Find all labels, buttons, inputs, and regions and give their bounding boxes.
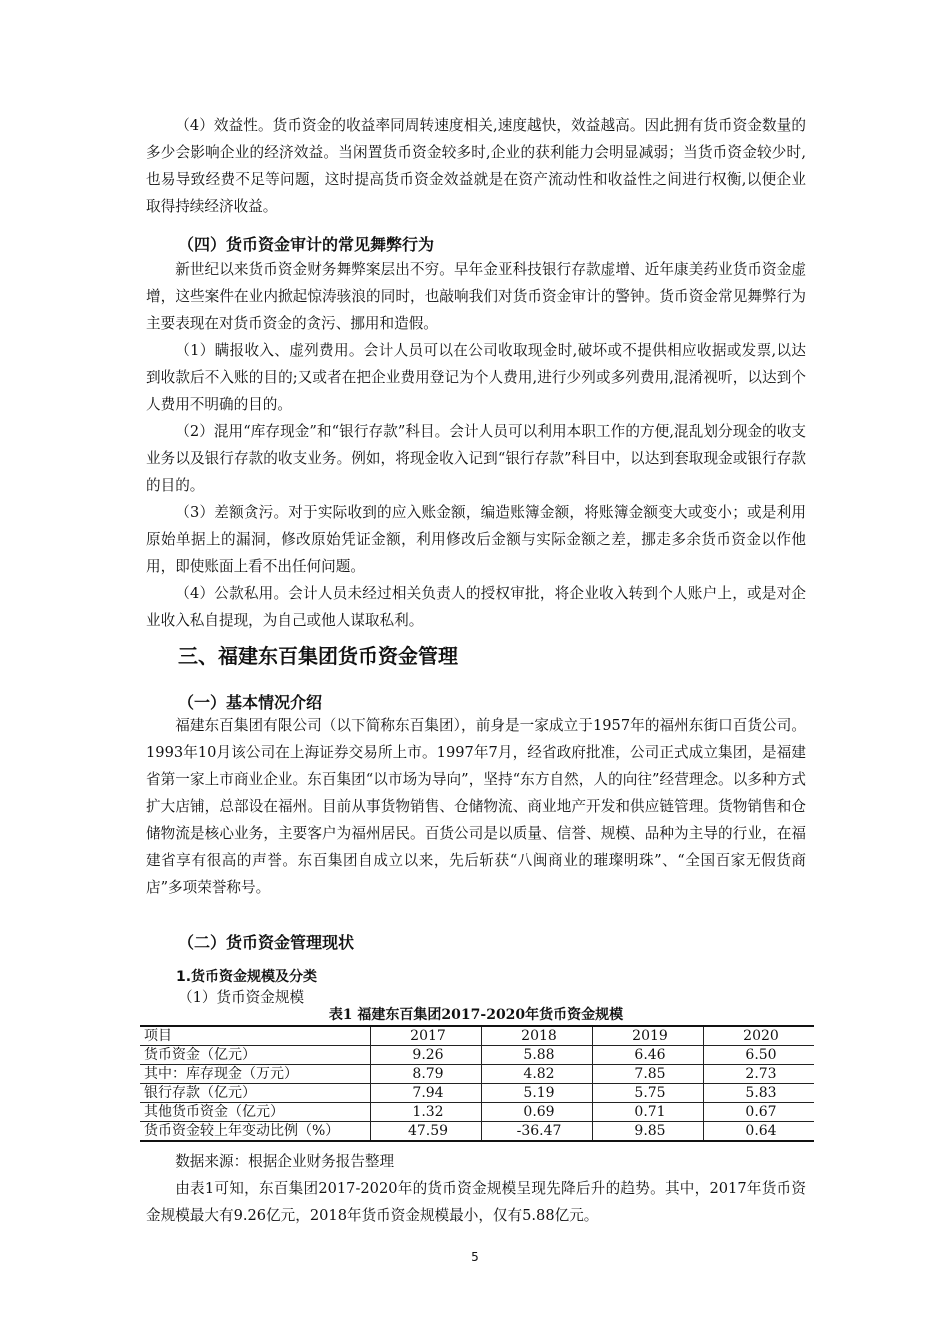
- table-cell: 5.88: [482, 1046, 593, 1065]
- section-fraud: [146, 256, 806, 634]
- table-cell: 1.32: [371, 1103, 482, 1122]
- table-cell: 47.59: [371, 1122, 482, 1142]
- table-cell: 0.67: [704, 1103, 815, 1122]
- table-cell: 9.85: [593, 1122, 704, 1142]
- table-row: [140, 1084, 814, 1103]
- table-cell: 6.46: [593, 1046, 704, 1065]
- table-row: [140, 1065, 814, 1084]
- row-label: 货币资金（亿元）: [140, 1046, 371, 1065]
- table-caption: 表1 福建东百集团2017-2020年货币资金规模: [328, 1007, 624, 1023]
- table-cell: 5.83: [704, 1084, 815, 1103]
- table-cell: 6.50: [704, 1046, 815, 1065]
- heading-basic: （一）基本情况介绍: [178, 693, 323, 712]
- heading-status: （二）货币资金管理现状: [178, 933, 355, 952]
- paragraph-analysis: 由表1可知，东百集团2017-2020年的货币资金规模呈现先降后升的趋势。其中，2017年货币资金规模最大有9.26亿元，2018年货币资金规模最小，仅有5.88亿元。: [146, 1180, 806, 1224]
- table-cell: 4.82: [482, 1065, 593, 1084]
- page-number: 5: [471, 1250, 479, 1264]
- row-label: 其他货币资金（亿元）: [140, 1103, 371, 1122]
- table-cell: 9.26: [371, 1046, 482, 1065]
- table-cell: -36.47: [482, 1122, 593, 1142]
- paragraph-fraud-3: （3）差额贪污。对于实际收到的应入账金额，编造账簿金额，将账簿金额变大或变小；或是利用原始单据上的漏洞，修改原始凭证金额，利用修改后金额与实际金额之差，挪走多余货币资金以作他用，即使账面上看不出任何问题。: [146, 504, 806, 575]
- table-cell: 0.64: [704, 1122, 815, 1142]
- table-row: [140, 1122, 814, 1142]
- header-cell: 项目: [140, 1026, 371, 1046]
- section-basic: [146, 712, 806, 901]
- paragraph-basic: 福建东百集团有限公司（以下简称东百集团），前身是一家成立于1957年的福州东街口百货公司。1993年10月该公司在上海证券交易所上市。1997年7月，经省政府批准，公司正式成立集团，是福建省第一家上市商业企业。东百集团“以市场为导向”，坚持“东方自然，人的向往”经营理念。以多种方式扩大店铺，总部设在福州。目前从事货物销售、仓储物流、商业地产开发和供应链管理。货物销售和仓储物流是核心业务，主要客户为福州居民。百货公司是以质量、信誉、规模、品种为主导的行业，在福建省享有很高的声誉。东百集团自成立以来，先后斩获“八闽商业的璀璨明珠”、“全国百家无假货商店”多项荣誉称号。: [146, 717, 806, 896]
- chapter-heading: 三、福建东百集团货币资金管理: [178, 644, 458, 668]
- table-cell: 5.75: [593, 1084, 704, 1103]
- data-source-note: 数据来源：根据企业财务报告整理: [175, 1153, 395, 1170]
- table-cell: 7.94: [371, 1084, 482, 1103]
- section-after-table: [146, 1148, 806, 1229]
- row-label: 其中：库存现金（万元）: [140, 1065, 371, 1084]
- row-label: 货币资金较上年变动比例（%）: [140, 1122, 371, 1142]
- paragraph-fraud-intro: 新世纪以来货币资金财务舞弊案层出不穷。早年金亚科技银行存款虚增、近年康美药业货币资金虚增，这些案件在业内掀起惊涛骇浪的同时，也敲响我们对货币资金审计的警钟。货币资金常见舞弊行为主要表现在对货币资金的贪污、挪用和造假。: [146, 261, 806, 332]
- heading-scale: （1）货币资金规模: [178, 989, 305, 1006]
- header-cell: 2019: [593, 1026, 704, 1046]
- header-cell: 2020: [704, 1026, 815, 1046]
- table-row: [140, 1103, 814, 1122]
- table-cell: 2.73: [704, 1065, 815, 1084]
- row-label: 银行存款（亿元）: [140, 1084, 371, 1103]
- table-row: [140, 1046, 814, 1065]
- section-effectiveness: [146, 112, 806, 220]
- paragraph-fraud-4: （4）公款私用。会计人员未经过相关负责人的授权审批，将企业收入转到个人账户上，或是对企业收入私自提现，为自己或他人谋取私利。: [146, 585, 806, 629]
- table-cell: 8.79: [371, 1065, 482, 1084]
- heading-fraud: （四）货币资金审计的常见舞弊行为: [178, 235, 435, 254]
- heading-scale-category: 1.货币资金规模及分类: [176, 969, 318, 985]
- header-cell: 2018: [482, 1026, 593, 1046]
- paragraph-effectiveness: （4）效益性。货币资金的收益率同周转速度相关,速度越快，效益越高。因此拥有货币资金数量的多少会影响企业的经济效益。当闲置货币资金较多时,企业的获利能力会明显减弱；当货币资金较少时,也易导致经费不足等问题，这时提高货币资金效益就是在资产流动性和收益性之间进行权衡,以便企业取得持续经济收益。: [146, 117, 806, 215]
- table-header-row: [140, 1026, 814, 1046]
- table-cell: 0.69: [482, 1103, 593, 1122]
- paragraph-fraud-2: （2）混用“库存现金”和“银行存款”科目。会计人员可以利用本职工作的方便,混乱划分现金的收支业务以及银行存款的收支业务。例如，将现金收入记到“银行存款”科目中，以达到套取现金或银行存款的目的。: [146, 423, 806, 494]
- header-cell: 2017: [371, 1026, 482, 1046]
- table-cell: 0.71: [593, 1103, 704, 1122]
- capital-table: [140, 1025, 814, 1142]
- table-cell: 5.19: [482, 1084, 593, 1103]
- table-cell: 7.85: [593, 1065, 704, 1084]
- paragraph-fraud-1: （1）瞒报收入、虚列费用。会计人员可以在公司收取现金时,破坏或不提供相应收据或发票,以达到收款后不入账的目的;又或者在把企业费用登记为个人费用,进行少列或多列费用,混淆视听，以达到个人费用不明确的目的。: [146, 342, 806, 413]
